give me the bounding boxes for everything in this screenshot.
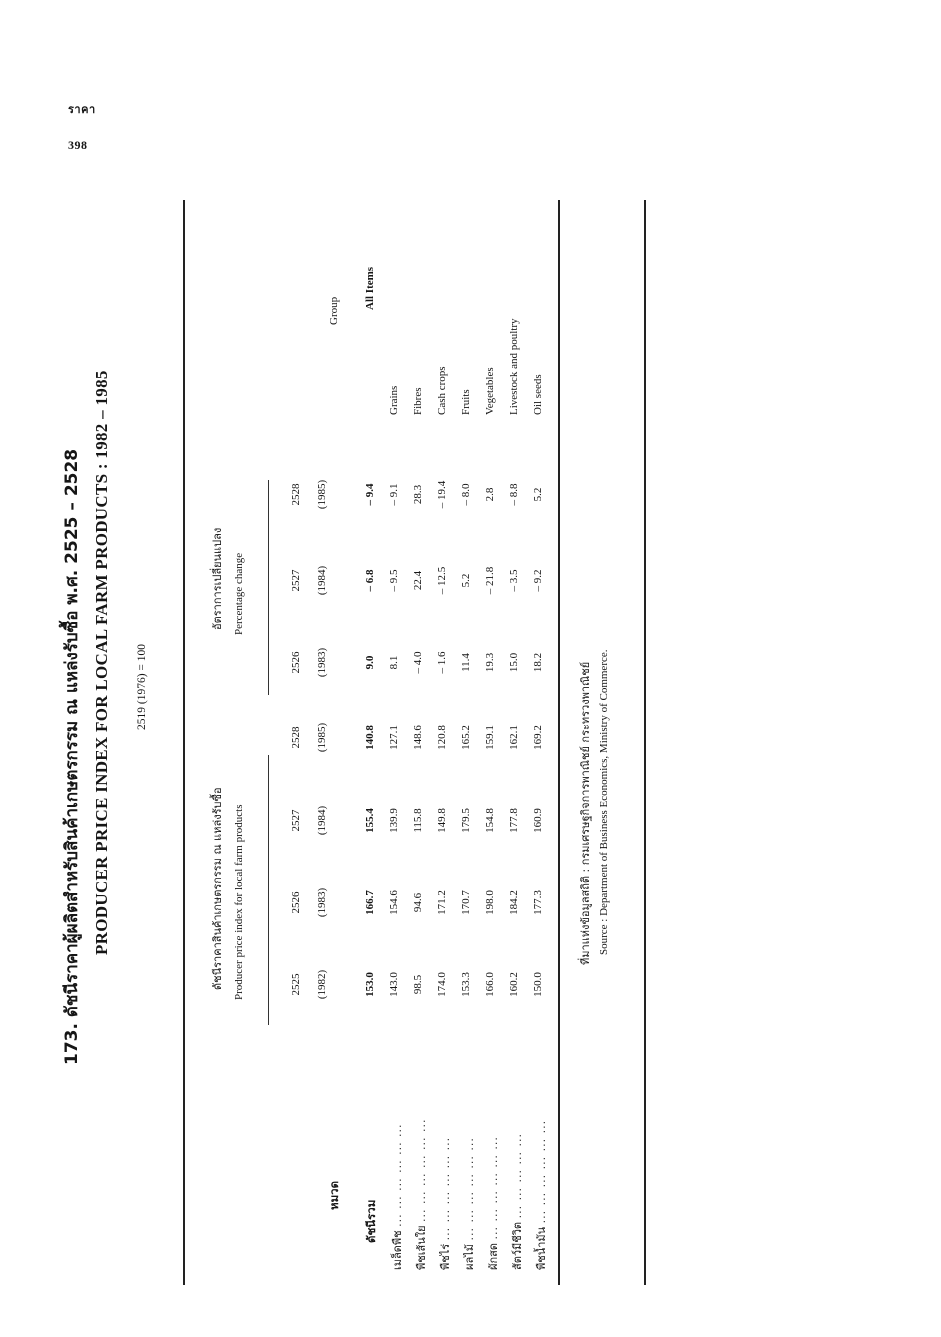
year-header-ad: (1985) (316, 479, 328, 510)
row-label-english: Grains (388, 385, 400, 415)
table-cell: 5.2 (532, 487, 544, 502)
row-label-english: Oil seeds (532, 374, 544, 415)
row-label-thai (484, 1100, 502, 1270)
year-header: 2528 (290, 483, 302, 506)
table-cell: 166.0 (484, 972, 496, 997)
row-label-thai (460, 1100, 478, 1270)
group-header-thai: หมวด (327, 1180, 341, 1210)
table-cell: – 9.5 (388, 569, 400, 592)
row-thai-text: พืชน้ำมัน (535, 1226, 548, 1270)
year-header: 2526 (290, 891, 302, 914)
row-label-english: Livestock and poultry (508, 318, 520, 415)
year-header: 2528 (290, 726, 302, 749)
table-cell: 170.7 (460, 890, 472, 915)
year-header: 2525 (290, 973, 302, 996)
table-cell: 22.4 (412, 570, 424, 591)
leader-dots: ... ... ... ... ... ... (439, 1136, 452, 1241)
leader-dots: ... ... ... ... ... (511, 1132, 524, 1219)
table-cell: 149.8 (436, 808, 448, 833)
rotated-table-page (58, 155, 658, 1285)
year-header: 2527 (290, 809, 302, 832)
table-cell: – 4.0 (412, 651, 424, 674)
row-thai-text: พืชไร่ (439, 1243, 452, 1270)
table-cell: 153.3 (460, 972, 472, 997)
leader-dots: ... ... ... ... ... ... (535, 1119, 548, 1224)
leader-dots: ... ... ... ... ... ... (463, 1137, 476, 1241)
year-header-ad: (1983) (316, 647, 328, 678)
row-label-thai (508, 1100, 526, 1270)
leader-dots: ... ... ... ... ... ... (487, 1136, 500, 1240)
table-cell: 198.0 (484, 890, 496, 915)
table-cell: 179.5 (460, 808, 472, 833)
table-cell: 28.3 (412, 484, 424, 505)
table-cell: – 9.4 (364, 483, 376, 506)
year-header-ad: (1982) (316, 969, 328, 1000)
table-cell: 150.0 (532, 972, 544, 997)
base-year-note: 2519 (1976) = 100 (136, 643, 148, 730)
table-cell: 140.8 (364, 725, 376, 750)
table-cell: 5.2 (460, 573, 472, 588)
table-cell: 15.0 (508, 652, 520, 673)
table-cell: 159.1 (484, 725, 496, 750)
row-label-english: Cash crops (436, 366, 448, 415)
pc-header-rule (268, 480, 269, 695)
page-bottom-rule (644, 200, 646, 1285)
table-cell: – 9.2 (532, 569, 544, 592)
year-header-ad: (1984) (316, 805, 328, 836)
source-note-thai: ที่มาแห่งข้อมูลสถิติ : กรมเศรษฐกิจการพาณิชย์ กระทรวงพาณิชย์ (579, 661, 592, 965)
table-cell: – 3.5 (508, 569, 520, 592)
page-number: 398 (68, 138, 88, 152)
row-label-thai (436, 1100, 454, 1270)
table-cell: 166.7 (364, 890, 376, 915)
year-header-ad: (1985) (316, 722, 328, 753)
row-label-english: Fruits (460, 389, 472, 415)
table-cell: – 19.4 (436, 480, 448, 509)
table-cell: 177.8 (508, 808, 520, 833)
title-thai-text: ดัชนีราคาผู้ผลิตสำหรับสินค้าเกษตรกรรม ณ แหล่งรับซื้อ พ.ศ. 2525 – 2528 (62, 448, 82, 1018)
table-cell: 18.2 (532, 652, 544, 673)
table-cell: 120.8 (436, 725, 448, 750)
table-number: 173. (62, 1023, 82, 1065)
table-cell: 154.6 (388, 890, 400, 915)
row-thai-text: สัตว์มีชีวิต (511, 1221, 524, 1270)
row-thai-text: ผักสด (487, 1243, 500, 1270)
table-cell: 19.3 (484, 652, 496, 673)
table-cell: 2.8 (484, 487, 496, 502)
table-cell: – 12.5 (436, 566, 448, 595)
table-cell: 160.9 (532, 808, 544, 833)
pc-header-english: Percentage change (233, 552, 245, 635)
source-note-english: Source : Department of Business Economics, Ministry of Commerce. (598, 649, 610, 955)
row-label-thai (532, 1100, 550, 1270)
table-cell: 177.3 (532, 890, 544, 915)
table-cell: 94.6 (412, 892, 424, 913)
row-label-english: Vegetables (484, 367, 496, 415)
table-title-thai (58, 449, 85, 1065)
table-cell: 184.2 (508, 890, 520, 915)
pc-header-thai: อัตราการเปลี่ยนแปลง (211, 527, 224, 630)
table-cell: 8.1 (388, 655, 400, 670)
table-cell: 143.0 (388, 972, 400, 997)
row-label-thai (412, 1100, 430, 1270)
table-cell: – 8.0 (460, 483, 472, 506)
table-cell: 155.4 (364, 808, 376, 833)
running-header: ราคา (68, 103, 96, 116)
ppi-header-thai: ดัชนีราคาสินค้าเกษตรกรรม ณ แหล่งรับซื้อ (211, 787, 224, 990)
table-cell: 148.6 (412, 725, 424, 750)
table-top-rule (183, 200, 185, 1285)
table-cell: 9.0 (364, 655, 376, 670)
row-thai-text: ดัชนีรวม (364, 1199, 378, 1243)
table-bottom-rule (558, 200, 560, 1285)
table-cell: 115.8 (412, 808, 424, 833)
ppi-header-rule (268, 755, 269, 1025)
row-thai-text: พืชเส้นใย (415, 1225, 428, 1270)
table-cell: 154.8 (484, 808, 496, 833)
row-label-english: Fibres (412, 387, 424, 415)
row-thai-text: ผลไม้ (463, 1244, 476, 1270)
leader-dots: ... ... ... ... ... ... (415, 1118, 428, 1222)
table-cell: 153.0 (364, 972, 376, 997)
table-cell: – 1.6 (436, 651, 448, 674)
row-thai-text: เมล็ดพืช (391, 1230, 404, 1270)
row-label-thai (363, 1073, 381, 1243)
table-cell: 171.2 (436, 890, 448, 915)
table-cell: 162.1 (508, 725, 520, 750)
table-cell: – 9.1 (388, 483, 400, 506)
year-header-ad: (1983) (316, 887, 328, 918)
table-cell: – 6.8 (364, 569, 376, 592)
table-cell: 169.2 (532, 725, 544, 750)
year-header-ad: (1984) (316, 565, 328, 596)
row-label-thai (388, 1100, 406, 1270)
row-label-english: All Items (364, 266, 376, 310)
table-title-english: PRODUCER PRICE INDEX FOR LOCAL FARM PRODUCTS : 1982 – 1985 (92, 370, 111, 955)
year-header: 2527 (290, 569, 302, 592)
ppi-header-english: Producer price index for local farm products (233, 804, 245, 1000)
table-cell: 98.5 (412, 974, 424, 995)
table-cell: 139.9 (388, 808, 400, 833)
table-cell: 160.2 (508, 972, 520, 997)
year-header: 2526 (290, 651, 302, 674)
table-cell: – 8.8 (508, 483, 520, 506)
table-cell: 174.0 (436, 972, 448, 997)
table-cell: 165.2 (460, 725, 472, 750)
table-cell: – 21.8 (484, 566, 496, 595)
table-cell: 127.1 (388, 725, 400, 750)
group-header-english: Group (328, 296, 340, 325)
table-cell: 11.4 (460, 653, 472, 672)
leader-dots: ... ... ... ... ... ... (391, 1123, 404, 1227)
